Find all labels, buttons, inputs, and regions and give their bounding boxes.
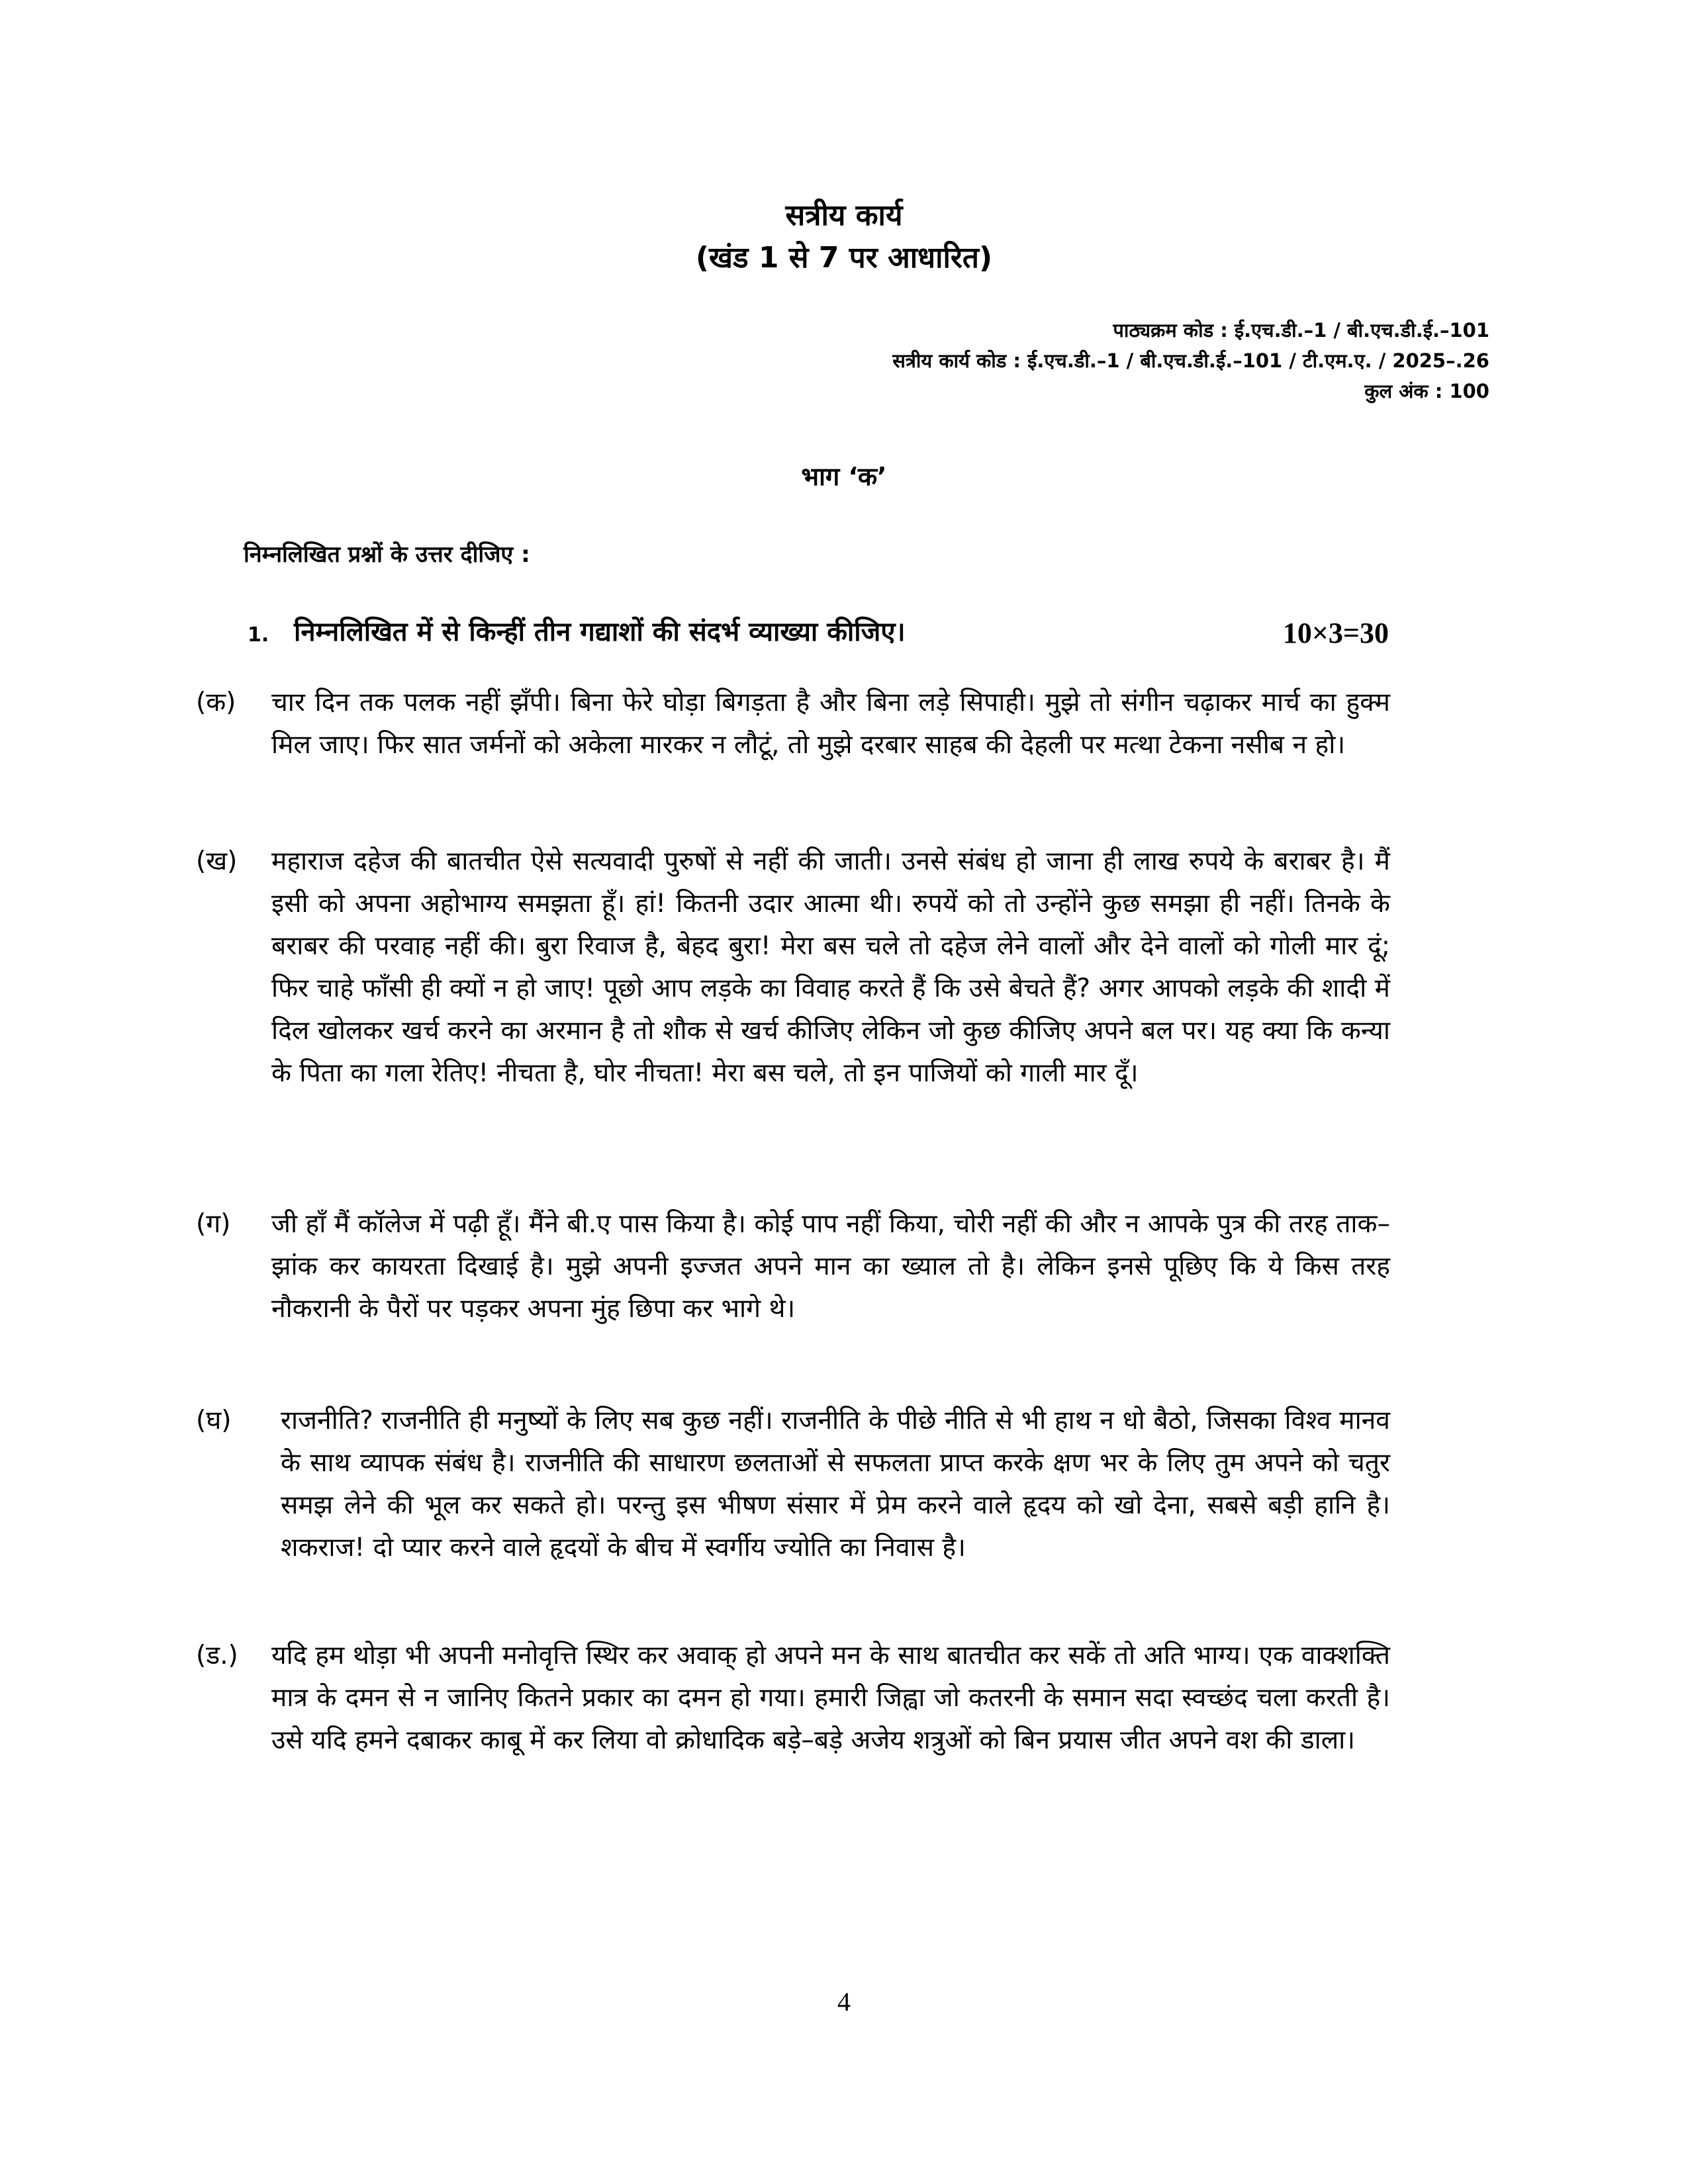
passage-text: चार दिन तक पलक नहीं झँपी। बिना फेरे घोड़ा बिगड़ता है और बिना लड़े सिपाही। मुझे तो संगीन चढ़ाकर मार्च का हुक्म मिल जाए। फिर सात जर्मनों को अकेला मारकर न लौटूं, तो मुझे दरबार साहब की देहली पर मत्था टेकना नसीब न हो। <box>271 688 1390 760</box>
passage-label: (घ) <box>196 1406 232 1435</box>
passage-label: (ग) <box>196 1209 231 1239</box>
question-text: निम्नलिखित में से किन्हीं तीन गद्याशों की संदर्भ व्याख्या कीजिए। <box>294 617 906 647</box>
question-marks: 10×3=30 <box>1282 617 1389 649</box>
course-code: पाठ्यक्रम कोड : ई.एच.डी.–1 / बी.एच.डी.ई.–101 <box>1113 319 1489 341</box>
passage-text: जी हाँ मैं कॉलेज में पढ़ी हूँ। मैंने बी.ए पास किया है। कोई पाप नहीं किया, चोरी नहीं की और न आपके पुत्र की तरह ताक–झांक कर कायरता दिखाई है। मुझे अपनी इज्जत अपने मान का ख्याल तो है। लेकिन इनसे पूछिए कि ये किस तरह नौकरानी के पैरों पर पड़कर अपना मुंह छिपा कर भागे थे। <box>271 1209 1390 1324</box>
passage-text: यदि हम थोड़ा भी अपनी मनोवृत्ति स्थिर कर अवाक् हो अपने मन के साथ बातचीत कर सकें तो अति भाग्य। एक वाक्शक्ति मात्र के दमन से न जानिए कितने प्रकार का दमन हो गया। हमारी जिह्वा जो कतरनी के समान सदा स्वच्छंद चला करती है। उसे यदि हमने दबाकर काबू में कर लिया वो क्रोधादिक बड़े–बड़े अजेय शत्रुओं को बिन प्रयास जीत अपने वश की डाला। <box>271 1641 1390 1755</box>
assignment-code: सत्रीय कार्य कोड : ई.एच.डी.–1 / बी.एच.डी.ई.–101 / टी.एम.ए. / 2025–.26 <box>892 349 1489 372</box>
passage-label: (ड.) <box>196 1641 238 1670</box>
document-subtitle: (खंड 1 से 7 पर आधारित) <box>695 241 993 275</box>
section-title: भाग ‘क’ <box>801 462 887 491</box>
question-number: 1. <box>248 623 269 647</box>
instruction-text: निम्नलिखित प्रश्नों के उत्तर दीजिए : <box>244 541 530 568</box>
total-marks: कुल अंक : 100 <box>1364 380 1489 402</box>
page-number: 4 <box>837 1987 851 2017</box>
passage-label: (ख) <box>196 846 238 876</box>
passage-label: (क) <box>196 688 236 717</box>
passage-text: महाराज दहेज की बातचीत ऐसे सत्यवादी पुरुषों से नहीं की जाती। उनसे संबंध हो जाना ही लाख रुपये के बराबर है। मैं इसी को अपना अहोभाग्य समझता हूँ। हां! कितनी उदार आत्मा थी। रुपयें को तो उन्होंने कुछ समझा ही नहीं। तिनके के बराबर की परवाह नहीं की। बुरा रिवाज है, बेहद बुरा! मेरा बस चले तो दहेज लेने वालों और देने वालों को गोली मार दूं; फिर चाहे फाँसी ही क्यों न हो जाए! पूछो आप लड़के का विवाह करते हैं कि उसे बेचते हैं? अगर आपको लड़के की शादी में दिल खोलकर खर्च करने का अरमान है तो शौक से खर्च कीजिए लेकिन जो कुछ कीजिए अपने बल पर। यह क्या कि कन्या के पिता का गला रेतिए! नीचता है, घोर नीचता! मेरा बस चले, तो इन पाजियों को गाली मार दूँ। <box>271 846 1390 1088</box>
passage-text: राजनीति? राजनीति ही मनुष्यों के लिए सब कुछ नहीं। राजनीति के पीछे नीति से भी हाथ न धो बैठो, जिसका विश्व मानव के साथ व्यापक संबंध है। राजनीति की साधारण छलताओं से सफलता प्राप्त करके क्षण भर के लिए तुम अपने को चतुर समझ लेने की भूल कर सकते हो। परन्तु इस भीषण संसार में प्रेम करने वाले हृदय को खो देना, सबसे बड़ी हानि है। शकराज! दो प्यार करने वाले हृदयों के बीच में स्वर्गीय ज्योति का निवास है। <box>281 1406 1390 1563</box>
document-title: सत्रीय कार्य <box>785 199 903 232</box>
